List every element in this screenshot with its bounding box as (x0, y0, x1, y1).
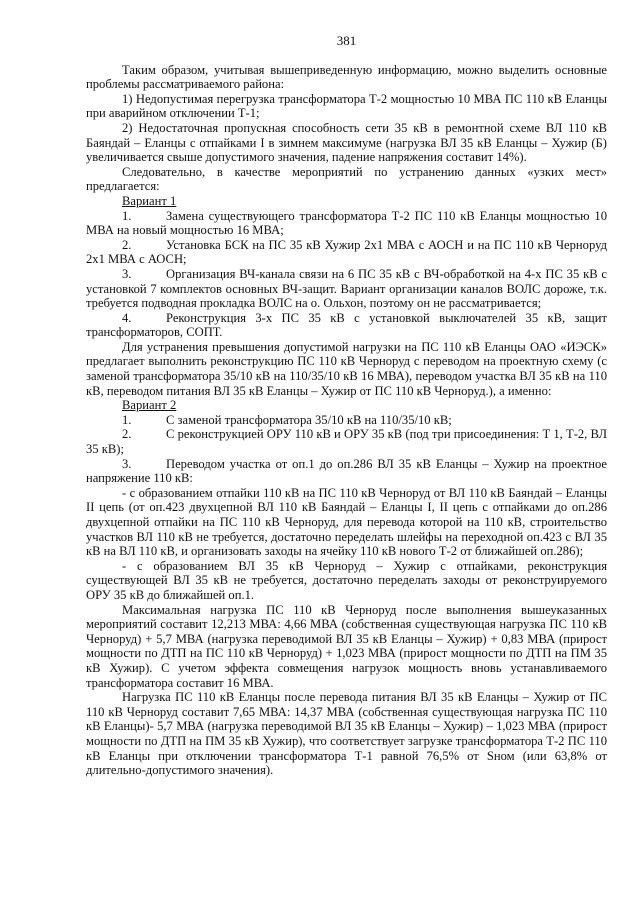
item-number: 1. (122, 412, 132, 427)
item-number: 1. (122, 208, 132, 223)
variant-2-heading: Вариант 2 (122, 398, 177, 413)
item-text: С реконструкцией ОРУ 110 кВ и ОРУ 35 кВ (под три присоединения: Т 1, Т-2, ВЛ 35 кВ); (86, 427, 607, 457)
variant-1-heading: Вариант 1 (122, 193, 177, 208)
variant-1-item-3 (86, 267, 607, 311)
item-number: 2. (122, 237, 132, 252)
item-text: Установка БСК на ПС 35 кВ Хужир 2х1 МВА с АОСН и на ПС 110 кВ Черноруд 2х1 МВА с АОСН; (86, 237, 607, 267)
paragraph-iesk: Для устранения превышения допустимой нагрузки на ПС 110 кВ Еланцы ОАО «ИЭСК» предлагает выполнить реконструкцию ПС 110 кВ Черноруд с переводом на проектную схему (с заменой трансформатора 35/10 кВ на 110/35/10 кВ 16 МВА), переводом участка ВЛ 35 кВ на 110 кВ, переводом питания ВЛ 35 кВ Еланцы – Хужир от ПС 110 кВ Черноруд.), а именно: (86, 339, 607, 398)
variant-1-item-1 (86, 209, 607, 238)
variant-2-item-3 (86, 457, 607, 486)
item-number: 3. (122, 266, 132, 281)
problem-1: 1) Недопустимая перегрузка трансформатора Т-2 мощностью 10 МВА ПС 110 кВ Еланцы при аварийном отключении Т-1; (86, 91, 607, 121)
variant-1-heading-row (86, 194, 607, 209)
variant-1-item-2 (86, 238, 607, 267)
item-text: С заменой трансформатора 35/10 кВ на 110/35/10 кВ; (166, 412, 452, 427)
item-text: Переводом участка от оп.1 до оп.286 ВЛ 35 кВ Еланцы – Хужир на проектное напряжение 110 кВ: (86, 456, 607, 486)
item-number: 3. (122, 456, 132, 471)
paragraph-elantsy-load: Нагрузка ПС 110 кВ Еланцы после перевода питания ВЛ 35 кВ Еланцы – Хужир от ПС 110 кВ Черноруд составит 7,65 МВА: 14,37 МВА (собственная существующая нагрузка ПС 110 кВ Еланцы)- 5,7 МВА (нагрузка переводимой ВЛ 35 кВ Еланцы – Хужир) – 1,023 МВА (прирост мощности по ДТП на ПМ 35 кВ Хужир), что соответствует загрузке трансформатора Т-2 ПС 110 кВ Еланцы при отключении трансформатора Т-1 равной 76,5% от Sном (или 63,8% от длительно-допустимого значения). (86, 690, 607, 778)
paragraph-max-load: Максимальная нагрузка ПС 110 кВ Черноруд после выполнения вышеуказанных мероприятий составит 12,213 МВА: 4,66 МВА (собственная существующая нагрузка ПС 110 кВ Черноруд) + 5,7 МВА (нагрузка переводимой ВЛ 35 кВ Еланцы – Хужир) + 0,83 МВА (прирост мощности по ДТП на ПС 110 кВ Черноруд) + 1,023 МВА (прирост мощности по ДТП на ПМ 35 кВ Хужир). С учетом эффекта совмещения нагрузок мощность вновь устанавливаемого трансформатора составит 16 МВА. (86, 602, 607, 690)
variant-1-item-4 (86, 311, 607, 340)
page-number: 381 (336, 33, 357, 48)
variant-2-item-2 (86, 427, 607, 456)
item-text: Реконструкция 3-х ПС 35 кВ с установкой выключателей 35 кВ, защит трансформаторов, СОПТ. (86, 310, 607, 340)
variant-2-item-1 (86, 413, 607, 428)
problem-2: 2) Недостаточная пропускная способность сети 35 кВ в ремонтной схеме ВЛ 110 кВ Баяндай – Еланцы с отпайками I в зимнем максимуме (нагрузка ВЛ 35 кВ Еланцы – Хужир (Б) увеличивается свыше допустимого значения, падение напряжения составит 14%). (86, 120, 607, 165)
dash-item-1: - с образованием отпайки 110 кВ на ПС 110 кВ Черноруд от ВЛ 110 кВ Баяндай – Еланцы II цепь (от оп.423 двухцепной ВЛ 110 кВ Баяндай – Еланцы I, II цепь с отпайками до оп.286 двухцепной отпайки на ПС 110 кВ Черноруд, для перевода которой на 110 кВ, строительство участков ВЛ 110 кВ не требуется, достаточно переделать шлейфы на переходной оп.423 с ВЛ 35 кВ на ВЛ 110 кВ, и организовать заходы на ячейку 110 кВ нового Т-2 от ближайшей оп.286); (86, 485, 607, 559)
item-text: Замена существующего трансформатора Т-2 ПС 110 кВ Еланцы мощностью 10 МВА на новый мощностью 16 МВА; (86, 208, 607, 238)
item-number: 2. (122, 427, 132, 442)
paragraph-proposal: Следовательно, в качестве мероприятий по устранению данных «узких мест» предлагается: (86, 164, 607, 194)
item-number: 4. (122, 310, 132, 325)
variant-2-heading-row (86, 398, 607, 413)
paragraph-intro: Таким образом, учитывая вышеприведенную информацию, можно выделить основные проблемы рассматриваемого района: (86, 62, 607, 92)
item-text: Организация ВЧ-канала связи на 6 ПС 35 кВ с ВЧ-обработкой на 4-х ПС 35 кВ с установкой 7 комплектов основных ВЧ-защит. Вариант организации каналов ВОЛС дороже, т.к. требуется подводная прокладка ВОЛС на о. Ольхон, поэтому он не рассматривается; (86, 266, 607, 311)
dash-item-2: - с образованием ВЛ 35 кВ Черноруд – Хужир с отпайками, реконструкция существующей ВЛ 35 кВ не требуется, достаточно переделать заходы от реконструируемого ОРУ 35 кВ до ближайшей оп.1. (86, 558, 607, 602)
